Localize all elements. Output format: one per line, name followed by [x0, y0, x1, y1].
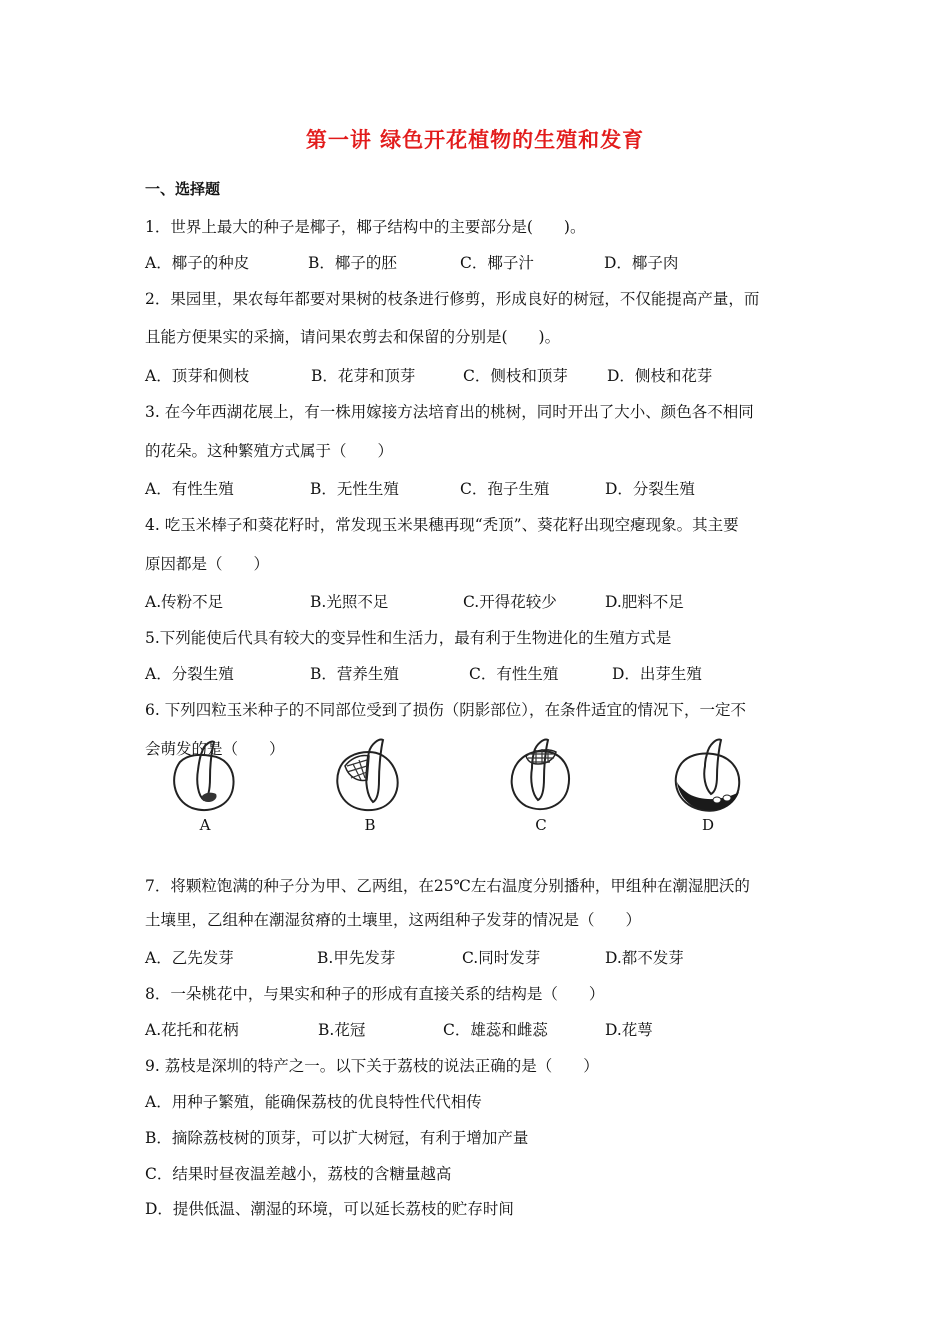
- option-c: C．椰子汁: [460, 254, 534, 272]
- corn-seed-a: [160, 730, 250, 840]
- corn-seed-b-drawing: [325, 730, 415, 820]
- figure-label-d: D: [701, 816, 715, 834]
- question-4-stem-line1: 4. 吃玉米棒子和葵花籽时，常发现玉米果穗再现“秃顶”、葵花籽出现空瘪现象。其主要: [145, 516, 739, 534]
- corn-seed-c-drawing: [496, 730, 586, 820]
- option-d: D.都不发芽: [605, 949, 684, 967]
- option-a: A.花托和花柄: [145, 1021, 239, 1039]
- figure-label-c: C: [535, 816, 547, 834]
- section-heading: 一、选择题: [145, 180, 221, 198]
- option-c: C.开得花较少: [463, 593, 557, 611]
- question-9-option-c: C．结果时昼夜温差越小，荔枝的含糖量越高: [145, 1165, 452, 1183]
- option-b: B.花冠: [318, 1021, 366, 1039]
- corn-seed-figure: [160, 730, 800, 840]
- option-a: A．乙先发芽: [145, 949, 234, 967]
- page-title: 第一讲 绿色开花植物的生殖和发育: [305, 128, 645, 152]
- question-9-option-d: D．提供低温、潮湿的环境，可以延长荔枝的贮存时间: [145, 1200, 514, 1218]
- question-3-stem-line2: 的花朵。这种繁殖方式属于（ ）: [145, 442, 394, 460]
- option-a: A.传粉不足: [145, 593, 224, 611]
- option-d: D．侧枝和花芽: [607, 367, 713, 385]
- question-8-stem: 8．一朵桃花中，与果实和种子的形成有直接关系的结构是（ ）: [145, 985, 605, 1003]
- question-6-stem-line1: 6. 下列四粒玉米种子的不同部位受到了损伤（阴影部位），在条件适宜的情况下，一定不: [145, 701, 746, 719]
- question-7-stem-line2: 土壤里，乙组种在潮湿贫瘠的土壤里，这两组种子发芽的情况是（ ）: [145, 911, 642, 929]
- question-5-stem: 5.下列能使后代具有较大的变异性和生活力，最有利于生物进化的生殖方式是: [145, 629, 672, 647]
- option-c: C.同时发芽: [462, 949, 541, 967]
- figure-label-b: B: [364, 816, 376, 834]
- option-c: C．侧枝和顶芽: [463, 367, 568, 385]
- question-2-stem-line1: 2．果园里，果农每年都要对果树的枝条进行修剪，形成良好的树冠，不仅能提高产量，而: [145, 290, 760, 308]
- option-b: B．无性生殖: [310, 480, 399, 498]
- option-c: C．有性生殖: [469, 665, 559, 683]
- option-d: D．分裂生殖: [605, 480, 695, 498]
- option-c: C．孢子生殖: [460, 480, 550, 498]
- option-d: D.肥料不足: [605, 593, 684, 611]
- question-9-option-a: A．用种子繁殖，能确保荔枝的优良特性代代相传: [145, 1093, 482, 1111]
- question-7-stem-line1: 7．将颗粒饱满的种子分为甲、乙两组，在25℃左右温度分别播种，甲组种在潮湿肥沃的: [145, 877, 750, 895]
- question-4-stem-line2: 原因都是（ ）: [145, 555, 270, 573]
- option-b: B．营养生殖: [310, 665, 399, 683]
- corn-seed-c: [496, 730, 586, 840]
- question-1-stem: 1．世界上最大的种子是椰子，椰子结构中的主要部分是( )。: [145, 218, 586, 236]
- question-3-stem-line1: 3. 在今年西湖花展上，有一株用嫁接方法培育出的桃树，同时开出了大小、颜色各不相同: [145, 403, 754, 421]
- figure-label-a: A: [199, 816, 211, 834]
- option-a: A．有性生殖: [145, 480, 234, 498]
- option-b: B．椰子的胚: [308, 254, 397, 272]
- corn-seed-a-drawing: [160, 730, 250, 820]
- option-a: A．顶芽和侧枝: [145, 367, 250, 385]
- option-d: D.花萼: [605, 1021, 653, 1039]
- question-2-stem-line2: 且能方便果实的采摘，请问果农剪去和保留的分别是( )。: [145, 328, 561, 346]
- question-9-stem: 9. 荔枝是深圳的特产之一。以下关于荔枝的说法正确的是（ ）: [145, 1057, 599, 1075]
- question-9-option-b: B．摘除荔枝树的顶芽，可以扩大树冠，有利于增加产量: [145, 1129, 529, 1147]
- corn-seed-b: [325, 730, 415, 840]
- option-c: C．雄蕊和雌蕊: [443, 1021, 548, 1039]
- corn-seed-d: [663, 730, 753, 840]
- corn-seed-d-drawing: [663, 730, 753, 820]
- option-a: A．分裂生殖: [145, 665, 234, 683]
- option-a: A．椰子的种皮: [145, 254, 250, 272]
- question-6-stem-line2: 会萌发的是（ ）: [145, 740, 285, 758]
- option-b: B．花芽和顶芽: [311, 367, 416, 385]
- option-b: B.甲先发芽: [317, 949, 396, 967]
- option-d: D．椰子肉: [604, 254, 679, 272]
- option-d: D．出芽生殖: [612, 665, 702, 683]
- option-b: B.光照不足: [310, 593, 389, 611]
